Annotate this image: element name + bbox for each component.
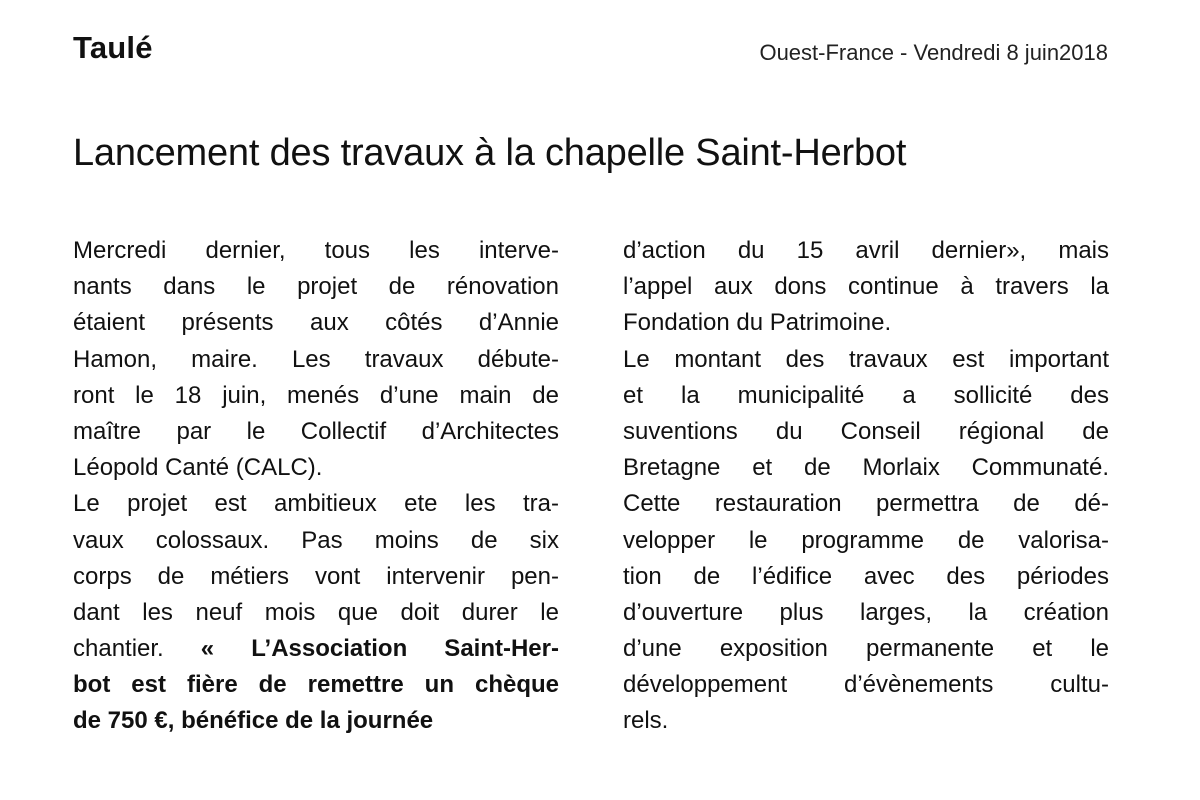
text-line: Hamon, maire. Les travaux débute- (73, 345, 559, 373)
text-line: Bretagne et de Morlaix Communaté. (623, 454, 1109, 482)
text-fragment: chantier. (73, 635, 201, 663)
text-line: Cette restauration permettra de dé- (623, 490, 1109, 518)
text-line: d’ouverture plus larges, la création (623, 598, 1109, 626)
text-line: Le projet est ambitieux ete les tra- (73, 490, 559, 518)
text-line: maître par le Collectif d’Architectes (73, 417, 559, 445)
text-line: Le montant des travaux est important (623, 345, 1109, 373)
text-line: et la municipalité a sollicité des (623, 381, 1109, 409)
text-line-mixed (73, 631, 559, 667)
text-line: Mercredi dernier, tous les interve- (73, 237, 559, 264)
text-line: ront le 18 juin, menés d’une main de (73, 381, 559, 409)
text-line: Fondation du Patrimoine. (623, 309, 892, 337)
text-line: étaient présents aux côtés d’Annie (73, 309, 559, 337)
publication-source-date: Ouest-France - Vendredi 8 juin2018 (759, 40, 1108, 65)
text-line: l’appel aux dons continue à travers la (623, 273, 1109, 301)
text-line: vaux colossaux. Pas moins de six (73, 526, 559, 554)
text-line: suventions du Conseil régional de (623, 417, 1109, 445)
text-line: d’une exposition permanente et le (623, 635, 1109, 663)
text-line: corps de métiers vont intervenir pen- (73, 562, 559, 590)
quote-line: bot est fière de remettre un chèque (73, 671, 559, 699)
text-line: velopper le programme de valorisa- (623, 526, 1109, 554)
quote-line: de 750 €, bénéfice de la journée (73, 707, 434, 735)
text-line: rels. (623, 707, 669, 735)
article-column-left (73, 233, 559, 740)
article-headline: Lancement des travaux à la chapelle Saint-Herbot (73, 132, 907, 174)
text-line: d’action du 15 avril dernier», mais (623, 237, 1109, 264)
text-line: Léopold Canté (CALC). (73, 454, 323, 482)
text-line: développement d’évènements cultu- (623, 671, 1109, 699)
text-line: tion de l’édifice avec des périodes (623, 562, 1109, 590)
text-line: nants dans le projet de rénovation (73, 273, 559, 301)
article-location: Taulé (73, 30, 153, 65)
quote-fragment: « L’Association Saint-Her- (200, 635, 559, 663)
text-line: dant les neuf mois que doit durer le (73, 598, 559, 626)
article-column-right (623, 233, 1109, 740)
